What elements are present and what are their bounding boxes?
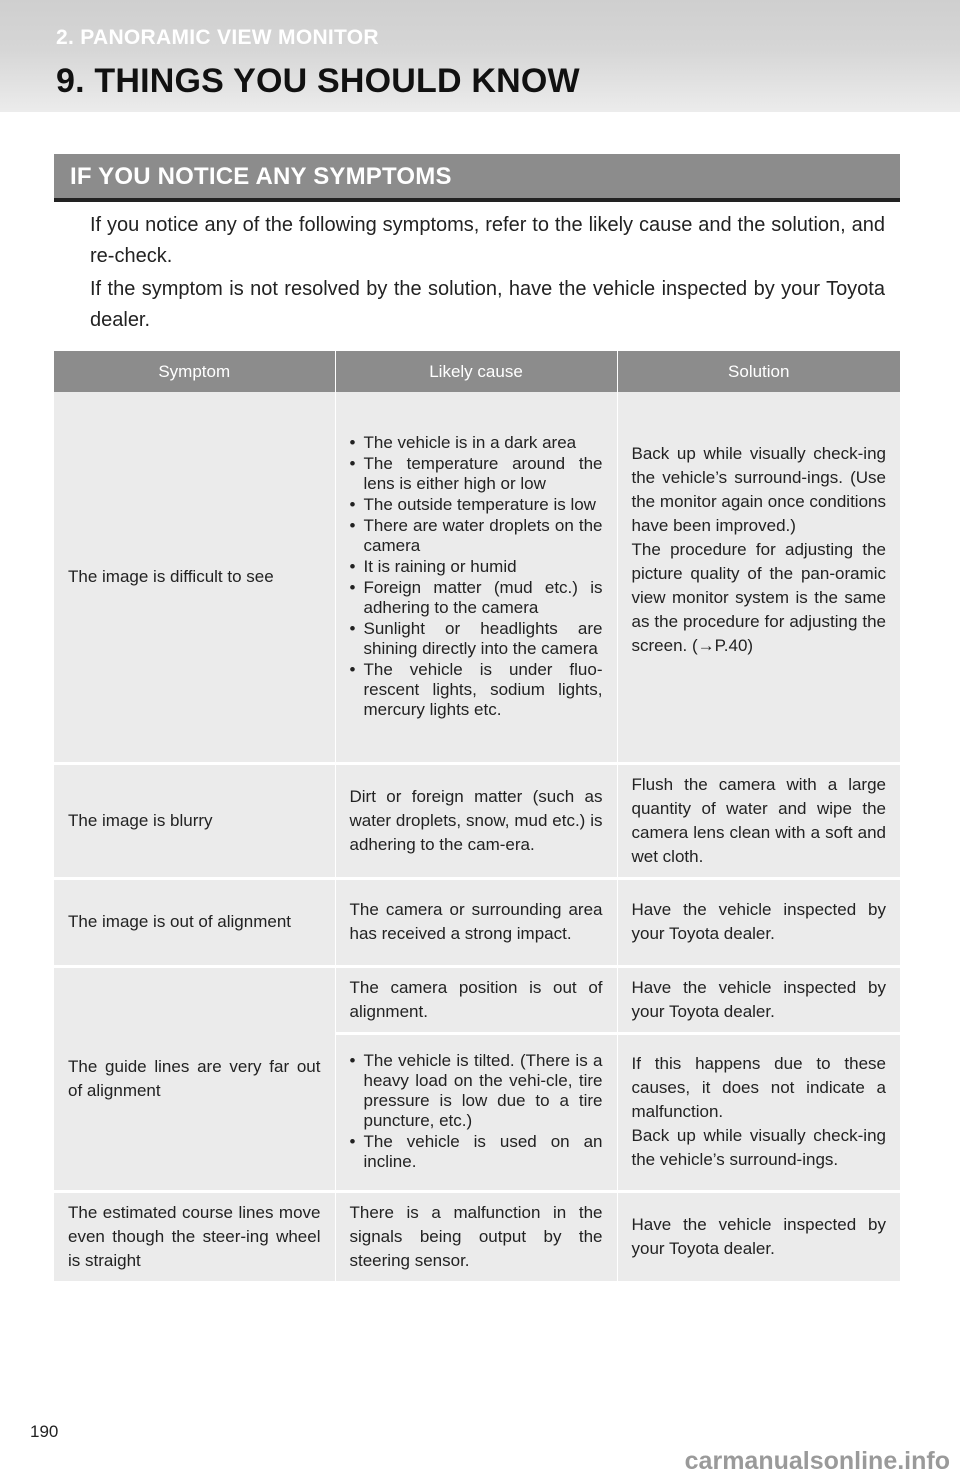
list-item: • The temperature around the lens is either high or low <box>350 454 603 494</box>
symptom-cell: The guide lines are very far out of alignment <box>54 966 335 1191</box>
header-symptom: Symptom <box>54 351 335 392</box>
cause-cell: The camera or surrounding area has received a strong impact. <box>335 878 617 966</box>
solution-cell: Have the vehicle inspected by your Toyota dealer. <box>617 1191 900 1282</box>
table-row <box>54 763 900 878</box>
intro-paragraph-2: If the symptom is not resolved by the solution, have the vehicle inspected by your Toyota dealer. <box>90 278 885 331</box>
table-row <box>54 966 900 1033</box>
symptom-cell: The image is out of alignment <box>54 878 335 966</box>
list-item: • Sunlight or headlights are shining directly into the camera <box>350 619 603 659</box>
subsection-heading <box>54 154 900 202</box>
solution-text: Back up while visually check-ing the vehicle’s surround-ings. <box>631 1126 886 1169</box>
watermark: carmanualsonline.info <box>684 1447 950 1475</box>
header-solution: Solution <box>617 351 900 392</box>
symptom-cell: The image is difficult to see <box>54 392 335 763</box>
table-row <box>54 878 900 966</box>
solution-cell <box>617 392 900 763</box>
cause-cell <box>335 392 617 763</box>
list-item: • The outside temperature is low <box>350 495 603 515</box>
solution-cell: Have the vehicle inspected by your Toyota dealer. <box>617 966 900 1033</box>
list-item: • The vehicle is under fluo-rescent lights, sodium lights, mercury lights etc. <box>350 660 603 720</box>
list-item: • The vehicle is tilted. (There is a heavy load on the vehi-cle, tire pressure is low due to a tire puncture, etc.) <box>350 1051 603 1131</box>
table-header-row <box>54 351 900 392</box>
table-row <box>54 392 900 763</box>
page-number: 190 <box>30 1422 59 1441</box>
symptom-cell: The image is blurry <box>54 763 335 878</box>
solution-text: Back up while visually check-ing the vehicle’s surround-ings. (Use the monitor again once conditions have been improved.) <box>631 444 886 535</box>
solution-cell <box>617 1033 900 1191</box>
list-item: • The vehicle is in a dark area <box>350 433 603 453</box>
cause-cell: The camera position is out of alignment. <box>335 966 617 1033</box>
solution-cell: Flush the camera with a large quantity of water and wipe the camera lens clean with a soft and wet cloth. <box>617 763 900 878</box>
intro-paragraph-1: If you notice any of the following symptoms, refer to the likely cause and the solution, and re-check. <box>90 214 885 267</box>
cause-list <box>350 1051 603 1172</box>
list-item: • It is raining or humid <box>350 557 603 577</box>
cause-list <box>350 433 603 720</box>
cause-cell <box>335 1033 617 1191</box>
symptoms-table <box>54 351 900 1284</box>
chapter-title: 2. PANORAMIC VIEW MONITOR <box>56 26 379 49</box>
table-row <box>54 1191 900 1282</box>
solution-text: The procedure for adjusting the picture quality of the pan-oramic view monitor system is the same as the procedure for adjusting the screen. (→P.40) <box>631 540 886 655</box>
header-likely-cause: Likely cause <box>335 351 617 392</box>
symptom-cell: The estimated course lines move even though the steer-ing wheel is straight <box>54 1191 335 1282</box>
section-title: 9. THINGS YOU SHOULD KNOW <box>56 62 580 100</box>
cause-cell: Dirt or foreign matter (such as water droplets, snow, mud etc.) is adhering to the cam-era. <box>335 763 617 878</box>
list-item: • There are water droplets on the camera <box>350 516 603 556</box>
cause-cell: There is a malfunction in the signals being output by the steering sensor. <box>335 1191 617 1282</box>
solution-text: If this happens due to these causes, it does not indicate a malfunction. <box>631 1054 886 1121</box>
list-item: • Foreign matter (mud etc.) is adhering to the camera <box>350 578 603 618</box>
list-item: • The vehicle is used on an incline. <box>350 1132 603 1172</box>
solution-cell: Have the vehicle inspected by your Toyota dealer. <box>617 878 900 966</box>
subsection-title: IF YOU NOTICE ANY SYMPTOMS <box>70 163 452 190</box>
